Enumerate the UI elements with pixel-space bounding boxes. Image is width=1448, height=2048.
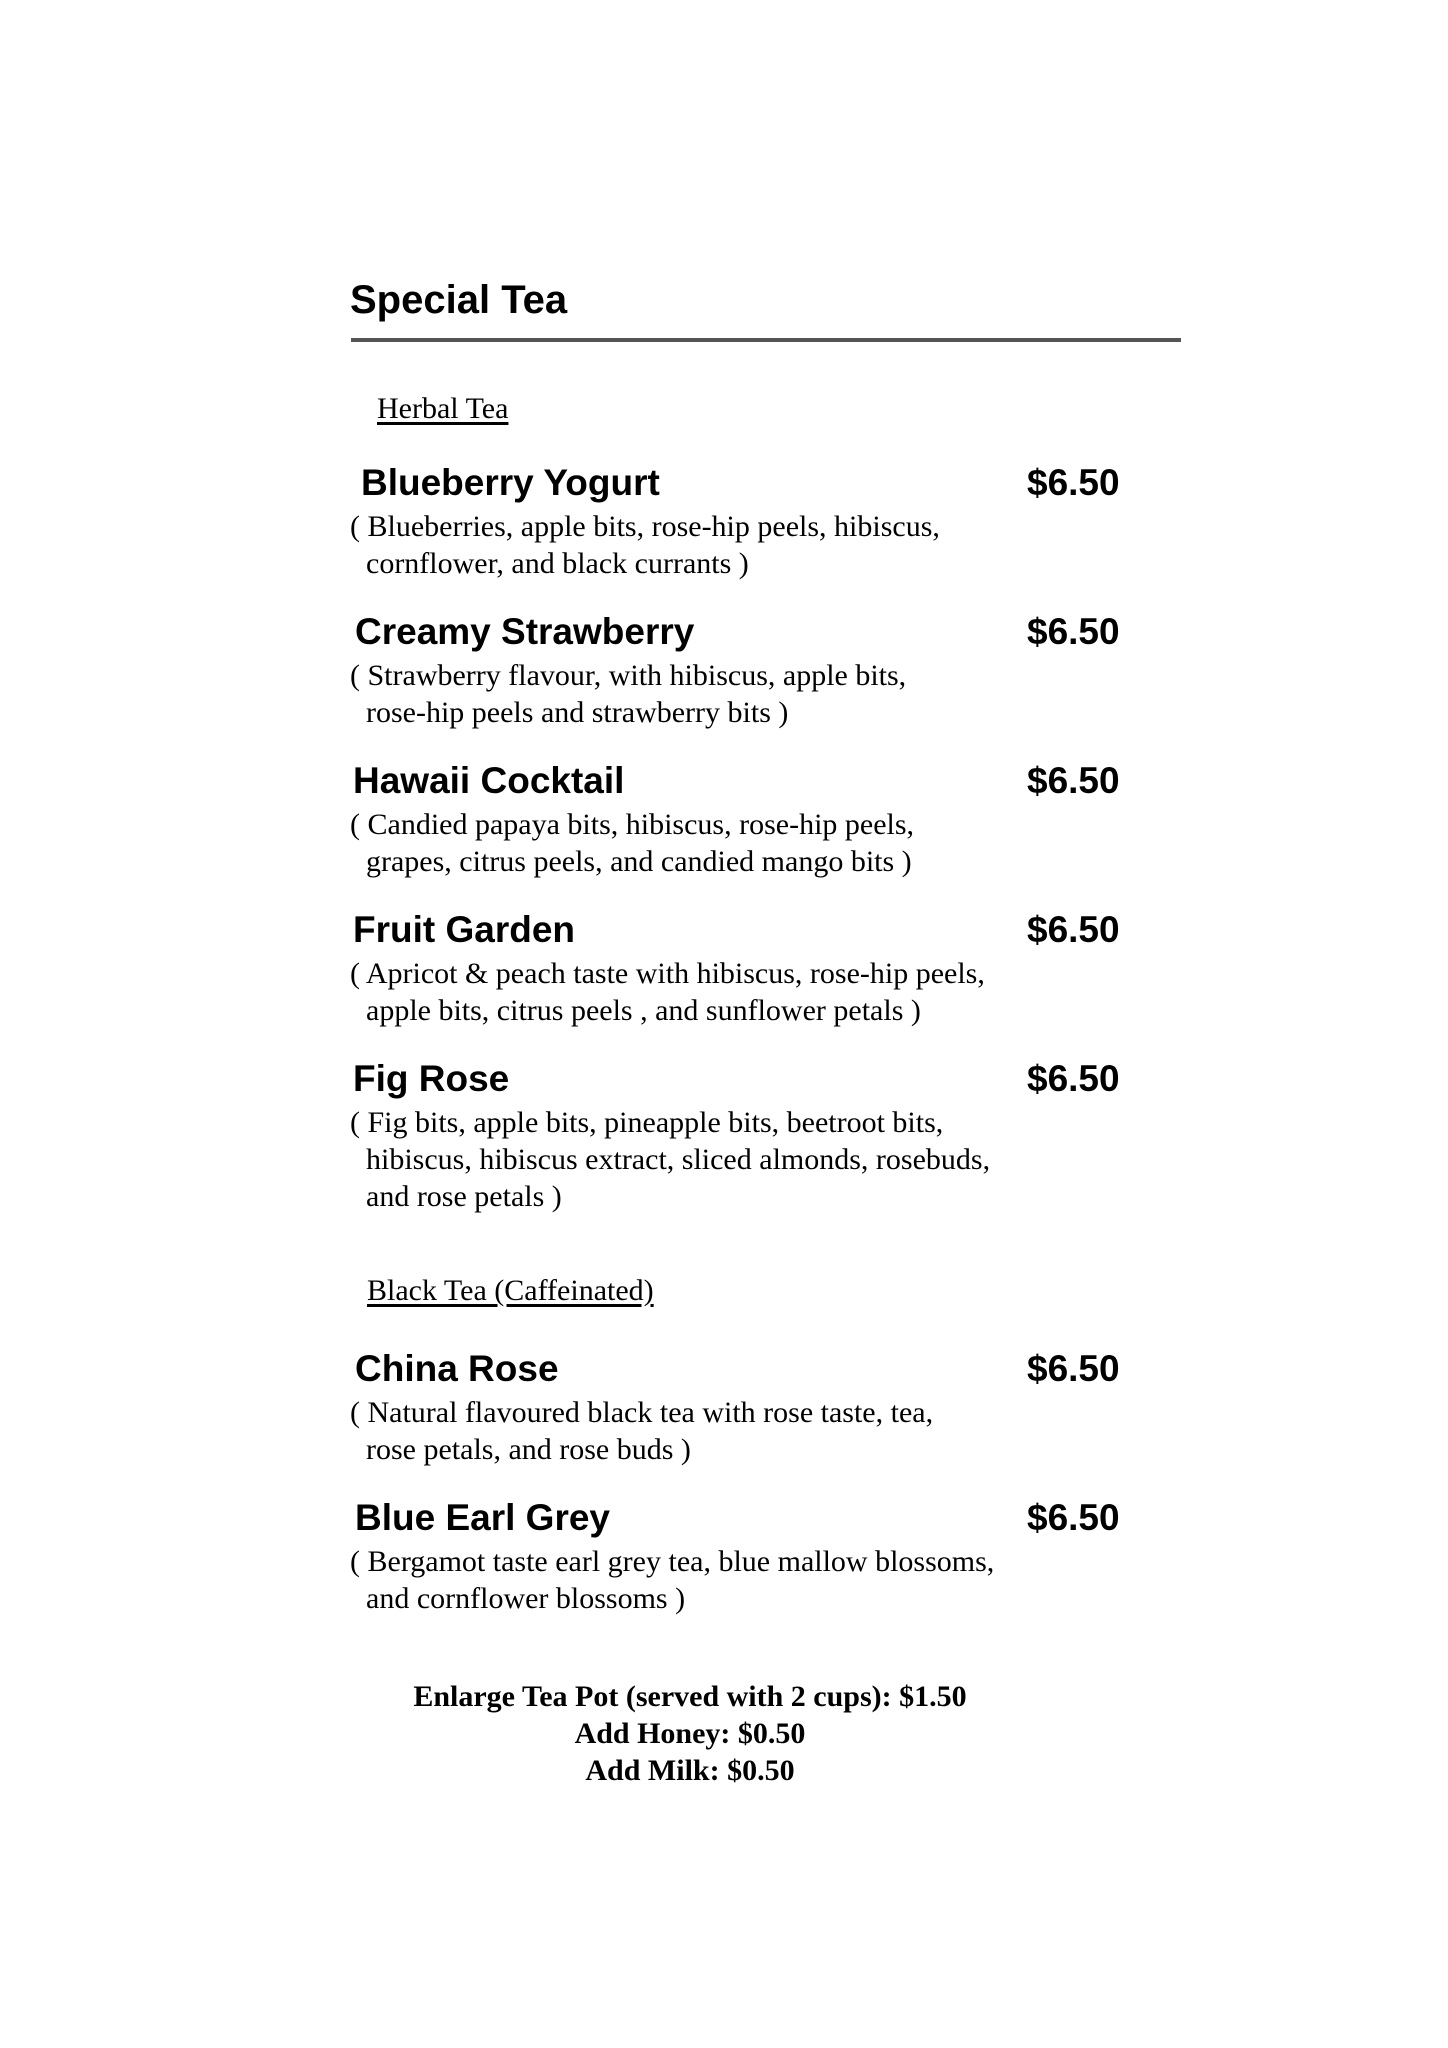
item-description <box>350 508 940 582</box>
title-divider <box>351 338 1181 342</box>
extras-list <box>0 1678 1380 1789</box>
description-line: and cornflower blossoms ) <box>366 1582 686 1615</box>
description-line: apple bits, citrus peels , and sunflower petals ) <box>366 994 921 1027</box>
description-line: hibiscus, hibiscus extract, sliced almonds, rosebuds, <box>366 1143 991 1176</box>
item-name: Blueberry Yogurt <box>361 462 660 503</box>
item-description <box>350 1543 994 1617</box>
description-line: ( Apricot & peach taste with hibiscus, rose-hip peels, <box>350 957 985 990</box>
description-line: and rose petals ) <box>366 1180 562 1213</box>
page-title: Special Tea <box>350 278 568 322</box>
item-name: Blue Earl Grey <box>355 1497 611 1538</box>
description-line: ( Fig bits, apple bits, pineapple bits, beetroot bits, <box>350 1106 944 1139</box>
description-line: rose petals, and rose buds ) <box>366 1433 691 1466</box>
item-price: $6.50 <box>1027 611 1120 652</box>
item-description <box>350 1394 933 1468</box>
description-line: ( Candied papaya bits, hibiscus, rose-hip peels, <box>350 808 915 841</box>
description-line: ( Blueberries, apple bits, rose-hip peels, hibiscus, <box>350 510 940 543</box>
item-name: China Rose <box>355 1348 559 1389</box>
item-name: Hawaii Cocktail <box>353 760 625 801</box>
extra-add-milk: Add Milk: $0.50 <box>585 1754 795 1787</box>
section-heading-herbal: Herbal Tea <box>377 392 509 425</box>
item-description <box>350 1104 990 1215</box>
item-name: Creamy Strawberry <box>355 611 695 652</box>
item-description <box>350 806 914 880</box>
item-price: $6.50 <box>1027 1058 1120 1099</box>
extra-enlarge-tea-pot: Enlarge Tea Pot (served with 2 cups): $1.50 <box>413 1680 967 1713</box>
section-heading-black-tea: Black Tea (Caffeinated) <box>367 1274 654 1307</box>
item-price: $6.50 <box>1027 1497 1120 1538</box>
item-price: $6.50 <box>1027 1348 1120 1389</box>
extra-add-honey: Add Honey: $0.50 <box>574 1717 806 1750</box>
item-description <box>350 955 985 1029</box>
item-description <box>350 657 906 731</box>
item-price: $6.50 <box>1027 909 1120 950</box>
description-line: ( Natural flavoured black tea with rose taste, tea, <box>350 1396 934 1429</box>
description-line: rose-hip peels and strawberry bits ) <box>366 696 789 729</box>
item-name: Fruit Garden <box>353 909 576 950</box>
description-line: grapes, citrus peels, and candied mango bits ) <box>366 845 912 878</box>
item-price: $6.50 <box>1027 760 1120 801</box>
description-line: cornflower, and black currants ) <box>366 547 749 580</box>
item-price: $6.50 <box>1027 462 1120 503</box>
description-line: ( Bergamot taste earl grey tea, blue mallow blossoms, <box>350 1545 995 1578</box>
description-line: ( Strawberry flavour, with hibiscus, apple bits, <box>350 659 907 692</box>
item-name: Fig Rose <box>353 1058 510 1099</box>
